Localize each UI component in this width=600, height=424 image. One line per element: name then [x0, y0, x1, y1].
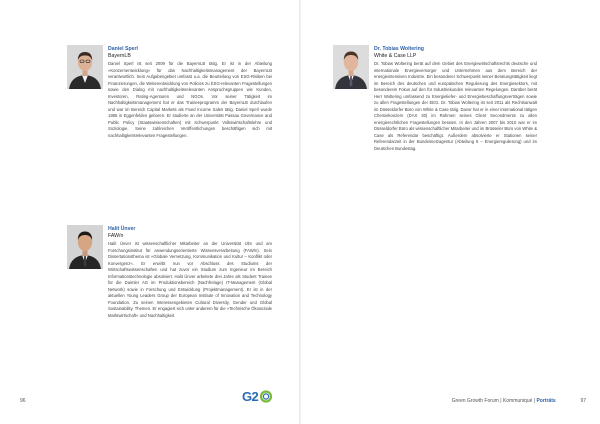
- profile-bio: Daniel Sperl ist seit 2009 für die BayernLB tätig. Er ist in der Abteilung »Konzernentwicklung« für das Nachhaltigkeitsmanagement der BayernLB verantwortlich. Sein Aufgabengebiet umfasst u.a. die Beurteilung von ESG-Risiken bei Finanzierungen, die Weiterentwicklung von Policies zu ESG-relevanten Fragestellungen sowie den Dialog mit nachhaltigkeitsrelevanten Anspruchsgruppen wie Kunden, Investoren, Rating-Agenturen und NGOs. Vor seiner Tätigkeit im Nachhaltigkeitsmanagement hat er das Traineeprogramm der BayernLB durchlaufen und war im Bereich Capital Markets als Fixed Income Sales tätig. Daniel Sperl wurde 1985 in Eggenfelden geboren. Er studierte an der Universität Passau Governance and Public Policy (Staatswissenschaften) mit Schwerpunkt Volkswirtschaftslehre und Soziologie. Seine zahlreichen Veröffentlichungen beschäftigen sich mit nachhaltigkeitsrelevanten Fragestellungen.: [108, 61, 272, 138]
- profile-bio: Halit Ünver ist wissenschaftlicher Mitarbeiter an der Universität Ulm und am Forschungsinstitut für anwendungsorientierte Wissensverarbeitung (FAW/n). Sein Dissertationsthema ist »Globale Vernetzung, Kommunikation und Kultur – Konflikt oder Konvergenz«. Er erwirbt nun vor Abschluss des Studiums der Wirtschaftswissenschaften und hat zuvor ein Studium zum Ingenieur im Bereich Informationstechnologie absolviert. Halit Ünver arbeitete drei Jahre als Student Trainee für die Daimler AG im Produktionsbereich (Nachfrelage) IT-Management (Global Network) sowie in Forschung und Entwicklung (Projektmanagement). Er ist in der aktuellen Young Leaders Group der European Institute of Innovation and Technology Foundation. Zu seinen Interessengebieten Cultural Diversity, Gender und Global Sustainability. Themen. Er engagiert sich unter anderem für die »Technische Ökosoziale Marktwirtschaft« und Nachhaltigkeit.: [108, 241, 272, 318]
- page-number-right: 97: [580, 398, 586, 404]
- profile-organization: White & Case LLP: [374, 52, 417, 59]
- profile-name: Daniel Sperl: [108, 46, 138, 52]
- page-number-left: 96: [20, 398, 26, 404]
- page-gutter: [299, 0, 301, 424]
- running-title: Green Growth Forum | Kommuniqué |: [451, 398, 536, 404]
- profile-name: Halit Ünver: [108, 226, 136, 232]
- portrait-daniel-sperl: [67, 45, 103, 89]
- portrait-tobias-woltering: [333, 45, 369, 89]
- portrait-halit-uenver: [67, 225, 103, 269]
- profile-bio: Dr. Tobias Woltering berät auf dem Gebiet des Energiewirtschaftsrechts deutsche und internationale Energieversorger und Unternehmen aus dem Bereich der energieintensiven Industrie. Ein besonderer Schwerpunkt seiner Beratungstätigkeit liegt im Bereich des deutschen und europäischen Regulierung des Energiesektors, mit besonderem Fokus auf den für Industriekunden relevanten Regelungen. Darüber berät Herr Woltering umfassend zu Energieliefer- und Energiebeschaffungsverträgen sowie zu allen Fragestellungen der EEG. Dr. Tobias Woltering ist seit 2011 als Rechtsanwalt im Düsseldorfer Büro von White & Case tätig. Davor hat er in einer international tätigen Chemiekonzern (DAX 30) im Rahmen seines Client Secondments zu allen energierechtlichen Fragestellungen beraten. In den Jahren 2007 bis 2010 war er im Düsseldorfer Büro als wissenschaftlicher Mitarbeiter und im Brüsseler Büro von White & Case als Referendar beschäftigt. Außerdem absolvierte er Stationen seiner Referendarzeit in der Bundesnetzagentur (Abteilung 6 – Energieregulierung) und im Deutschen Bundestag.: [374, 61, 537, 151]
- g20-logo-icon: [241, 388, 275, 404]
- profile-organization: BayernLB: [108, 52, 131, 59]
- profile-organization: FAW/n: [108, 232, 124, 239]
- svg-text:2: 2: [251, 389, 259, 404]
- profile-name: Dr. Tobias Woltering: [374, 46, 424, 52]
- portrait-photo: [67, 225, 103, 269]
- running-footer: [452, 398, 586, 404]
- portrait-photo: [333, 45, 369, 89]
- svg-text:G: G: [242, 389, 253, 404]
- portrait-photo: [67, 45, 103, 89]
- running-section: Porträts: [536, 398, 556, 404]
- g20-logo: [241, 388, 275, 404]
